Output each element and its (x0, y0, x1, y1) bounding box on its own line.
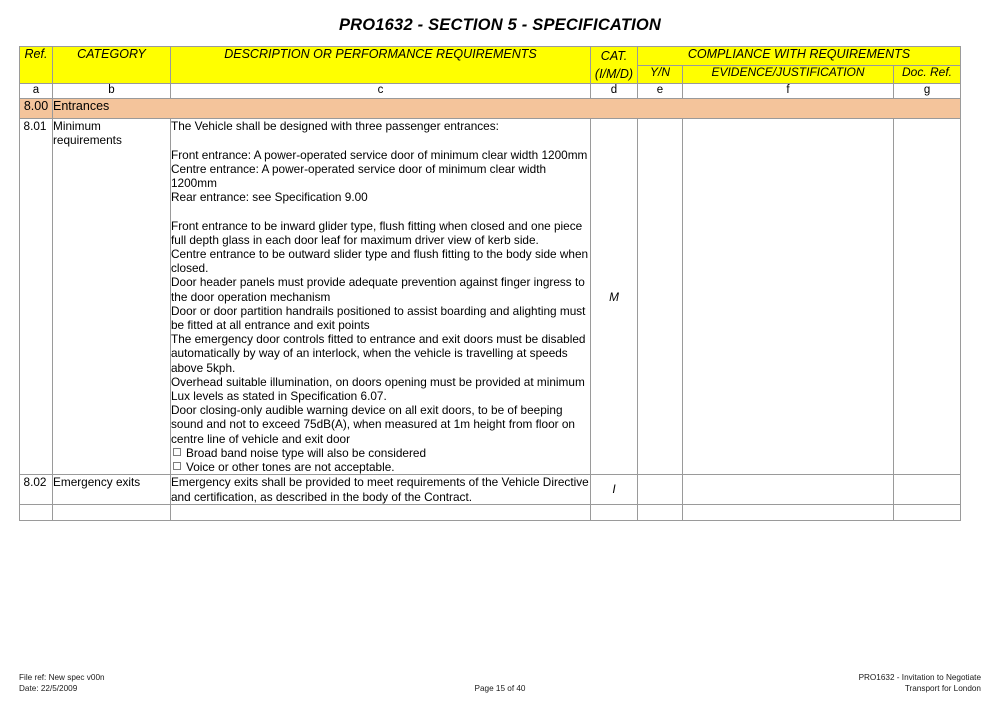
empty-cell[interactable] (683, 504, 894, 520)
row-description (171, 119, 591, 475)
row-ref: 8.02 (20, 475, 53, 504)
empty-cell[interactable] (894, 504, 961, 520)
page-footer (19, 672, 981, 702)
empty-cell[interactable] (53, 504, 171, 520)
footer-doc-name: PRO1632 - Invitation to Negotiate (858, 673, 981, 682)
row-evidence-value[interactable] (683, 475, 894, 504)
table-row (20, 475, 961, 504)
footer-organisation: Transport for London (904, 684, 981, 693)
footer-date: Date: 22/5/2009 (19, 684, 78, 693)
column-letter-c: c (171, 84, 591, 99)
column-letter-row (20, 84, 961, 99)
empty-checkbox-icon (173, 462, 181, 470)
column-header-doc-ref: Doc. Ref. (894, 65, 961, 83)
description-line: Centre entrance to be outward slider type and flush fitting to the body side when closed. (171, 247, 589, 276)
table-body (20, 99, 961, 520)
footer-page-number: Page 15 of 40 (474, 684, 526, 693)
row-cat-value: I (591, 475, 638, 504)
empty-cell[interactable] (591, 504, 638, 520)
description-line: Door closing-only audible warning device on all exit doors, to be of beeping sound and not to exceed 75dB(A), when measured at 1m height from floor on centre line of vehicle and exit door (171, 403, 575, 446)
description-line: Centre entrance: A power-operated service door of minimum clear width 1200mm (171, 161, 547, 191)
row-doc-ref-value[interactable] (894, 475, 961, 504)
column-header-cat-line2: (I/M/D) (594, 67, 634, 82)
column-letter-a: a (20, 84, 53, 99)
column-header-category: CATEGORY (53, 47, 171, 84)
section-row-entrances (20, 99, 961, 119)
specification-table (19, 46, 961, 521)
row-evidence-value[interactable] (683, 119, 894, 475)
column-letter-f: f (683, 84, 894, 99)
description-spacer (171, 204, 590, 218)
row-category: Emergency exits (53, 475, 171, 504)
column-header-cat (591, 47, 638, 84)
description-bullet-label: Broad band noise type will also be considered (186, 445, 427, 460)
column-header-compliance: COMPLIANCE WITH REQUIREMENTS (638, 47, 961, 66)
column-letter-g: g (894, 84, 961, 99)
row-yn-value[interactable] (638, 119, 683, 475)
page-title: PRO1632 - SECTION 5 - SPECIFICATION (338, 16, 662, 34)
footer-right (859, 672, 981, 694)
description-line: The emergency door controls fitted to entrance and exit doors must be disabled automatically by way of an interlock, when the vehicle is travelling at speeds above 5kph. (171, 332, 586, 375)
description-spacer (171, 133, 590, 147)
column-header-cat-line1: CAT. (600, 49, 628, 63)
row-yn-value[interactable] (638, 475, 683, 504)
column-header-evidence: EVIDENCE/JUSTIFICATION (683, 65, 894, 83)
row-category: Minimum requirements (53, 119, 171, 475)
column-header-yn: Y/N (638, 65, 683, 83)
description-line: Overhead suitable illumination, on doors opening must be provided at minimum Lux levels as stated in Specification 6.07. (171, 374, 585, 404)
row-doc-ref-value[interactable] (894, 119, 961, 475)
column-letter-e: e (638, 84, 683, 99)
column-letter-d: d (591, 84, 638, 99)
empty-cell[interactable] (638, 504, 683, 520)
row-description (171, 475, 591, 504)
column-letter-b: b (53, 84, 171, 99)
table-row-empty (20, 504, 961, 520)
description-bullet-label: Voice or other tones are not acceptable. (186, 460, 395, 475)
footer-file-ref: File ref: New spec v00n (19, 673, 105, 682)
description-line: The Vehicle shall be designed with three passenger entrances: (171, 119, 499, 134)
description-line: Door header panels must provide adequate prevention against finger ingress to the door operation mechanism (171, 275, 585, 304)
description-line: Rear entrance: see Specification 9.00 (171, 190, 368, 205)
empty-checkbox-icon (173, 448, 181, 456)
description-line: Front entrance to be inward glider type, flush fitting when closed and one piece full depth glass in each door leaf for maximum driver view of kerb side. (171, 218, 583, 247)
header-row-primary (20, 47, 961, 66)
empty-cell[interactable] (20, 504, 53, 520)
table-row (20, 119, 961, 475)
row-ref: 8.01 (20, 119, 53, 475)
description-bullet (171, 446, 590, 460)
empty-cell[interactable] (171, 504, 591, 520)
description-line: Emergency exits shall be provided to meet requirements of the Vehicle Directive and certification, as described in the body of the Contract. (171, 475, 589, 504)
row-cat-value: M (591, 119, 638, 475)
column-header-description: DESCRIPTION OR PERFORMANCE REQUIREMENTS (171, 47, 591, 84)
column-header-ref: Ref. (20, 47, 53, 84)
description-line: Front entrance: A power-operated service door of minimum clear width 1200mm (171, 147, 588, 162)
section-ref: 8.00 (20, 99, 53, 119)
table-header (20, 47, 961, 99)
section-title: Entrances (53, 99, 961, 119)
description-line: Door or door partition handrails positioned to assist boarding and alighting must be fitted at all entrance and exit points (171, 303, 586, 333)
description-bullet (171, 460, 590, 474)
